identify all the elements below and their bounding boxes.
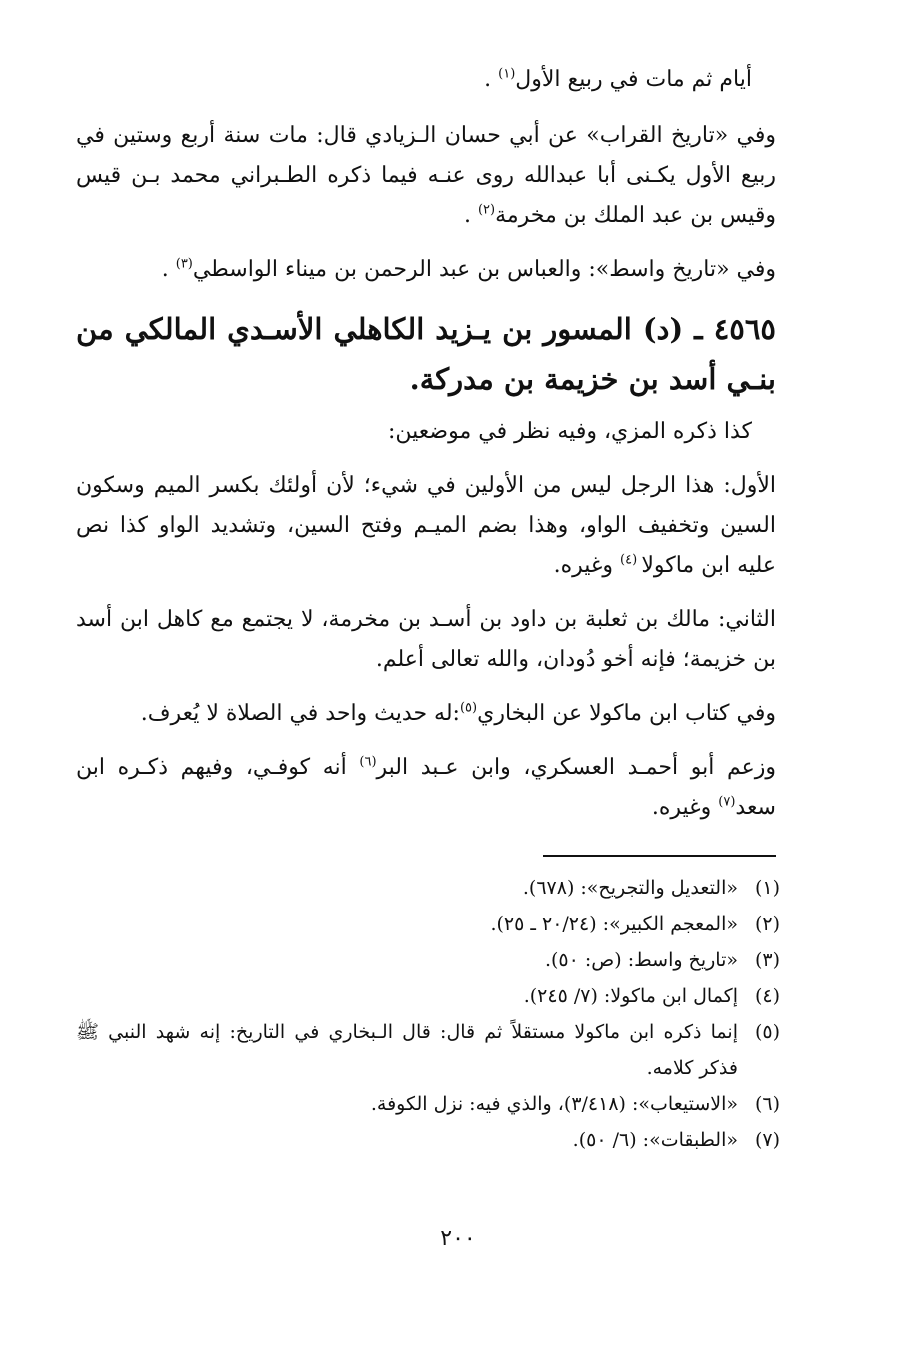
footnote-item	[76, 1014, 780, 1086]
paragraph-3-end: .	[161, 257, 176, 282]
main-text	[76, 60, 776, 842]
footnote-number: (٧)	[754, 1129, 780, 1151]
paragraph-5	[76, 466, 776, 586]
footnote-text: «تاريخ واسط: (ص: ٥٠).	[544, 949, 738, 971]
paragraph-2	[76, 116, 776, 236]
footnote-item	[76, 942, 780, 978]
footnote-ref-1: (١)	[498, 66, 516, 82]
footnote-text: «الاستيعاب»: (٣/٤١٨)، والذي فيه: نزل الكوفة.	[370, 1093, 738, 1115]
paragraph-8-end: وغيره.	[651, 795, 719, 820]
footnote-number: (٣)	[754, 949, 780, 971]
footnote-text: «المعجم الكبير»: (٢٠/٢٤ ـ ٢٥).	[490, 913, 738, 935]
footnote-ref-2: (٢)	[477, 202, 496, 218]
paragraph-7-end: :له حديث واحد في الصلاة لا يُعرف.	[140, 701, 460, 726]
footnote-text: «التعديل والتجريح»: (٦٧٨).	[522, 877, 738, 899]
paragraph-5-end: وغيره.	[553, 553, 621, 578]
paragraph-8	[76, 748, 776, 828]
paragraph-6: الثاني: مالك بن ثعلبة بن داود بن أسـد بن مخرمة، لا يجتمع مع كاهل ابن أسد بن خزيمة؛ فإنه أخو دُودان، والله تعالى أعلم.	[76, 607, 776, 672]
paragraph-3-text: وفي «تاريخ واسط»: والعباس بن عبد الرحمن بن ميناء الواسطي	[192, 257, 776, 282]
paragraph-3	[76, 250, 776, 290]
footnotes	[76, 870, 780, 1158]
paragraph-5-text: الأول: هذا الرجل ليس من الأولين في شيء؛ لأن أولئك بكسر الميم وسكون السين وتخفيف الواو، وهذا بضم الميـم وفتح السين، وتشديد الواو كذا نص عليه ابن ماكولا	[76, 473, 776, 578]
footnote-item	[76, 906, 780, 942]
footnote-text: إكمال ابن ماكولا: (٧/ ٢٤٥).	[523, 985, 738, 1007]
paragraph-2-end: .	[463, 203, 478, 228]
paragraph-1-end: .	[484, 67, 499, 92]
footnote-ref-6: (٦)	[359, 754, 377, 770]
footnote-text: إنما ذكره ابن ماكولا مستقلاً ثم قال: قال الـبخاري في التاريخ: إنه شهد النبي ﷺ فذكر كلامه.	[76, 1021, 738, 1079]
page-number: ٢٠٠	[440, 1226, 476, 1251]
footnote-number: (١)	[754, 877, 780, 899]
footnote-text: «الطبقات»: (٦/ ٥٠).	[572, 1129, 738, 1151]
footnote-ref-3: (٣)	[175, 256, 193, 272]
footnote-item	[76, 870, 780, 906]
paragraph-1	[76, 60, 776, 100]
paragraph-4: كذا ذكره المزي، وفيه نظر في موضعين:	[388, 419, 752, 444]
footnote-number: (٦)	[754, 1093, 780, 1115]
footnote-number: (٢)	[754, 913, 780, 935]
footnote-item	[76, 1086, 780, 1122]
paragraph-8-text: وزعم أبو أحمـد العسكري، وابن عـبد البر	[376, 755, 776, 780]
paragraph-1-text: أيام ثم مات في ربيع الأول	[515, 67, 752, 92]
footnote-item	[76, 1122, 780, 1158]
footnote-number: (٥)	[754, 1021, 780, 1043]
paragraph-8-mid: أنه كوفـي، وفيهم ذكـره ابن سعد	[76, 755, 776, 820]
entry-heading: ٤٥٦٥ ـ (د) المسور بن يـزيد الكاهلي الأسـدي المالكي من بنـي أسد بن خزيمة بن مدركة.	[76, 312, 776, 396]
paragraph-7	[76, 694, 776, 734]
footnote-number: (٤)	[754, 985, 780, 1007]
footnote-item	[76, 978, 780, 1014]
footnote-ref-7: (٧)	[718, 794, 736, 810]
footnote-ref-5: (٥)	[459, 700, 478, 716]
paragraph-2-text: وفي «تاريخ القراب» عن أبي حسان الـزيادي قال: مات سنة أربع وستين في ربيع الأول يكـنى أبا عبدالله روى عنـه فيما ذكره الطـبراني محمد بـن قيس وقيس بن عبد الملك بن مخرمة	[76, 123, 776, 228]
paragraph-7-text: وفي كتاب ابن ماكولا عن البخاري	[477, 701, 776, 726]
footnote-ref-4: (٤)	[620, 552, 642, 568]
footnote-separator	[543, 855, 776, 857]
